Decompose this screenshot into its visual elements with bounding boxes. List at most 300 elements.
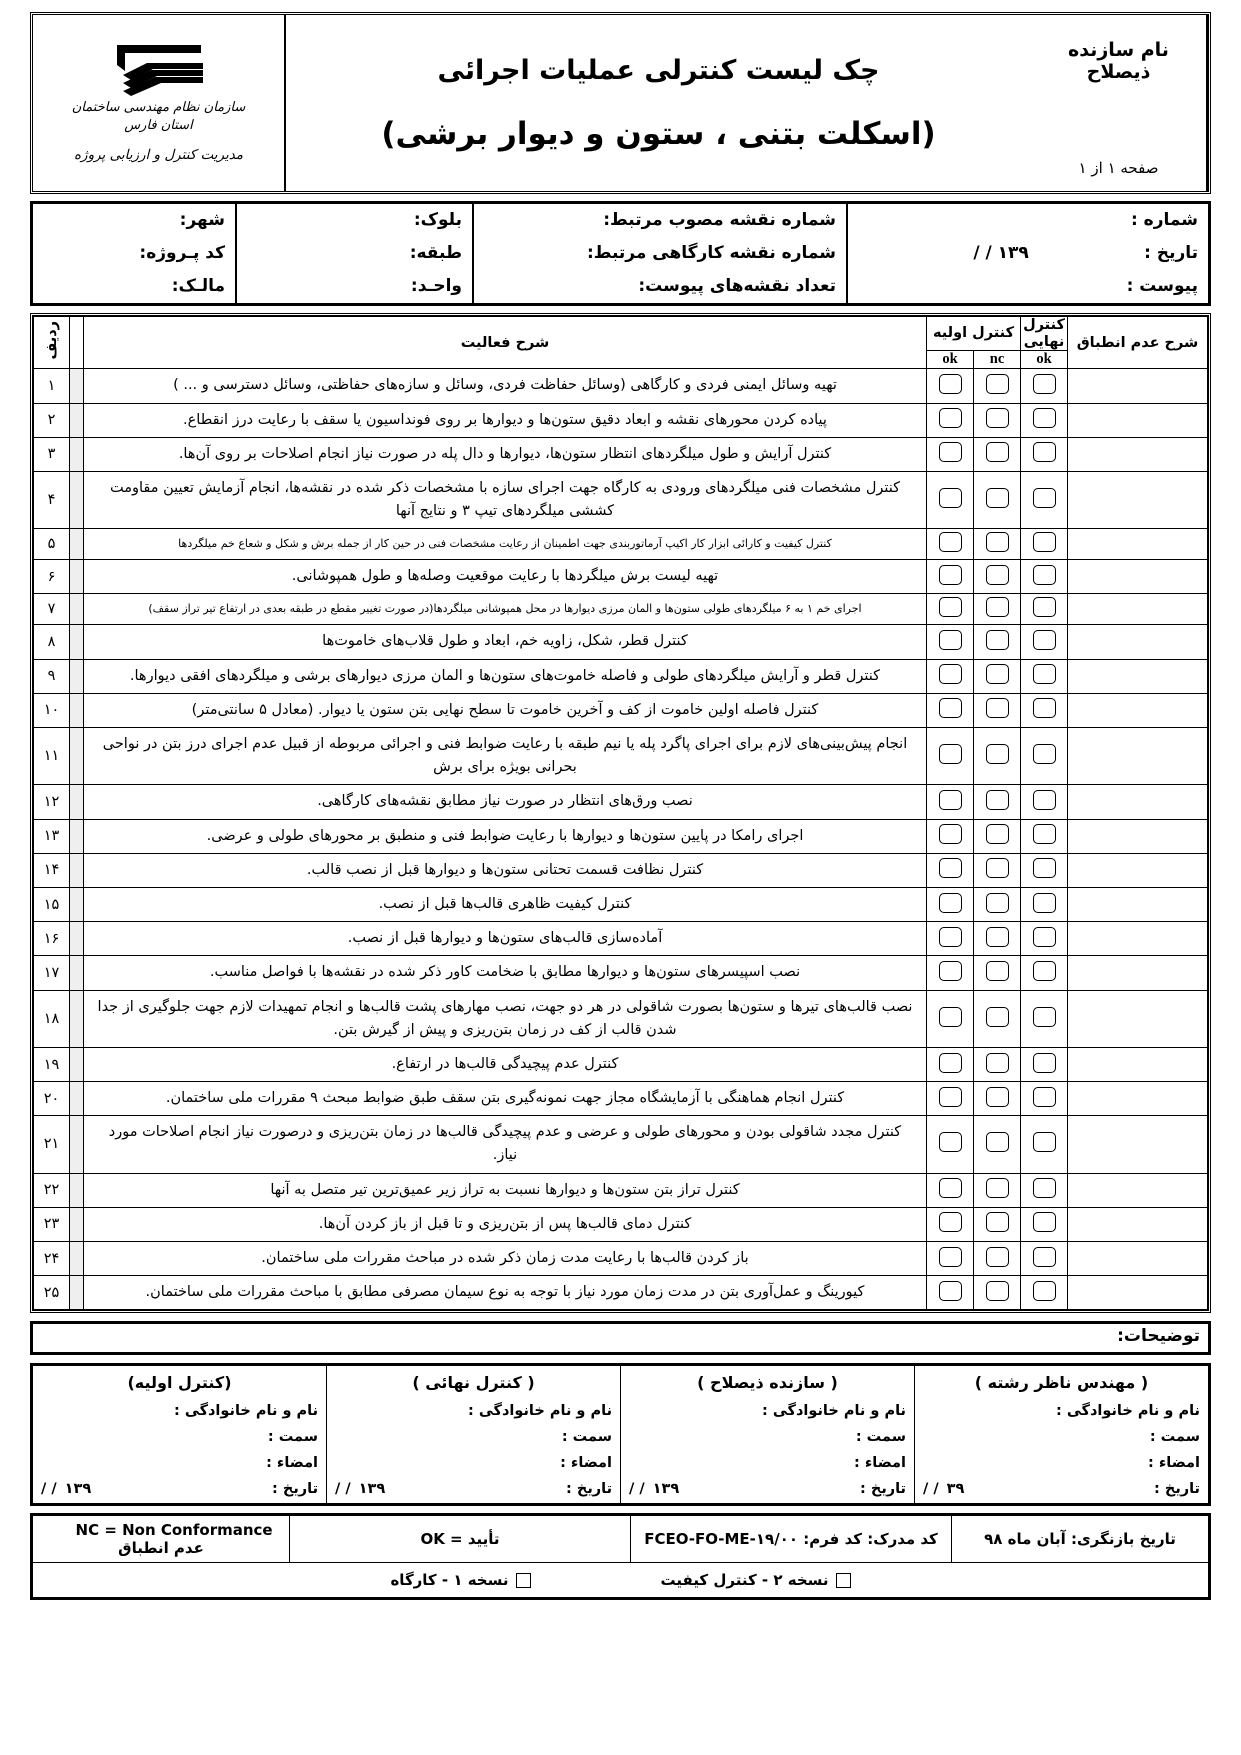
row-spacer (70, 403, 84, 437)
nonconformance-cell[interactable] (1068, 1173, 1208, 1207)
nonconformance-cell[interactable] (1068, 819, 1208, 853)
checkbox-nc[interactable] (986, 1247, 1009, 1267)
signature-date-label: تاریخ : (860, 1481, 906, 1498)
project-info-bar (30, 201, 1211, 306)
checkbox-nc[interactable] (986, 744, 1009, 764)
info-cell-attached-count[interactable] (473, 270, 847, 303)
checkbox-ok-initial-cell[interactable] (927, 1082, 974, 1116)
row-number: ۳ (34, 437, 70, 471)
row-spacer (70, 594, 84, 625)
checkbox-ok-final-cell[interactable] (1021, 785, 1068, 819)
checkbox-nc-cell[interactable] (974, 1276, 1021, 1310)
checkbox-nc[interactable] (986, 408, 1009, 428)
activity-description: انجام پیش‌بینی‌های لازم برای اجرای پاگرد پله یا نیم طبقه با رعایت ضوابط فنی و اجرائی مربوطه از قبیل عدم اجرای درز بتن در نواحی بحرانی بویژه برای برش (84, 728, 927, 785)
checkbox-ok-initial[interactable] (939, 488, 962, 508)
signature-field-role[interactable]: سمت : (855, 1429, 906, 1446)
table-row (34, 437, 1208, 471)
nonconformance-cell[interactable] (1068, 625, 1208, 659)
checkbox-ok-initial-cell[interactable] (927, 990, 974, 1047)
activity-description: کیورینگ و عمل‌آوری بتن در مدت زمان مورد نیاز با توجه به نوع سیمان مصرفی مطابق با مباحث مقررات ملی ساختمان. (84, 1276, 927, 1310)
checkbox-nc[interactable] (986, 532, 1009, 552)
row-number: ۵ (34, 529, 70, 560)
header-final-control: کنترل نهایی (1021, 317, 1068, 351)
checkbox-ok-initial[interactable] (939, 961, 962, 981)
checkbox-ok-initial-cell[interactable] (927, 785, 974, 819)
checkbox-ok-final-cell[interactable] (1021, 1082, 1068, 1116)
info-cell-owner[interactable] (33, 270, 236, 303)
row-spacer (70, 529, 84, 560)
checkbox-ok-final[interactable] (1033, 532, 1056, 552)
checkbox-ok-final-cell[interactable] (1021, 819, 1068, 853)
signature-field-date[interactable] (327, 1479, 620, 1503)
legend-row-2 (33, 1563, 1208, 1598)
checkbox-ok-initial[interactable] (939, 664, 962, 684)
checkbox-ok-final-cell[interactable] (1021, 1116, 1068, 1173)
table-row (34, 1173, 1208, 1207)
nonconformance-cell[interactable] (1068, 785, 1208, 819)
nonconformance-cell[interactable] (1068, 887, 1208, 921)
checkbox-nc-cell[interactable] (974, 693, 1021, 727)
signature-field-date[interactable] (621, 1479, 914, 1503)
checkbox-ok-final-cell[interactable] (1021, 887, 1068, 921)
checkbox-ok-initial-cell[interactable] (927, 819, 974, 853)
info-cell-project-code[interactable] (33, 237, 236, 270)
signature-field-name[interactable]: نام و نام خانوادگی : (468, 1403, 613, 1420)
signature-field-role[interactable]: سمت : (561, 1429, 613, 1446)
checkbox-ok-final[interactable] (1033, 630, 1056, 650)
checkbox-nc-cell[interactable] (974, 659, 1021, 693)
checkbox-ok-initial-cell[interactable] (927, 659, 974, 693)
checkbox-nc-cell[interactable] (974, 403, 1021, 437)
header-logo-cell (33, 15, 285, 191)
row-number: ۲۴ (34, 1242, 70, 1276)
checkbox-ok-initial-cell[interactable] (927, 922, 974, 956)
shop-drawing-label: شماره نقشه کارگاهی مرتبط: (586, 243, 836, 263)
checkbox-ok-initial-cell[interactable] (927, 693, 974, 727)
nonconformance-cell[interactable] (1068, 990, 1208, 1047)
row-spacer (70, 819, 84, 853)
signature-field-name[interactable]: نام و نام خانوادگی : (762, 1403, 906, 1420)
checkbox-nc-cell[interactable] (974, 471, 1021, 528)
checkbox-ok-initial-cell[interactable] (927, 1242, 974, 1276)
checkbox-ok-initial[interactable] (939, 744, 962, 764)
checkbox-ok-final[interactable] (1033, 1178, 1056, 1198)
checkbox-ok-final[interactable] (1033, 488, 1056, 508)
checkbox-ok-final-cell[interactable] (1021, 956, 1068, 990)
checkbox-nc-cell[interactable] (974, 437, 1021, 471)
checkbox-nc[interactable] (986, 1007, 1009, 1027)
checkbox-ok-final[interactable] (1033, 565, 1056, 585)
info-cell-number[interactable] (847, 204, 1208, 237)
info-cell-shop-drawing[interactable] (473, 237, 847, 270)
signature-field-date[interactable] (915, 1479, 1208, 1503)
checkbox-ok-initial[interactable] (939, 698, 962, 718)
nonconformance-cell[interactable] (1068, 728, 1208, 785)
checkbox-ok-initial-cell[interactable] (927, 369, 974, 403)
block-label: بلوک: (413, 210, 462, 230)
table-row (34, 403, 1208, 437)
checkbox-ok-final[interactable] (1033, 858, 1056, 878)
checkbox-ok-initial-cell[interactable] (927, 728, 974, 785)
checkbox-ok-final-cell[interactable] (1021, 693, 1068, 727)
signature-date-value[interactable]: ۱۳۹ (358, 1481, 386, 1498)
checkbox-ok-initial[interactable] (939, 1247, 962, 1267)
nonconformance-cell[interactable] (1068, 1242, 1208, 1276)
nonconformance-cell[interactable] (1068, 1047, 1208, 1081)
checkbox-nc[interactable] (986, 597, 1009, 617)
nc-legend-text: NC = Non Conformance (75, 1521, 273, 1540)
nonconformance-cell[interactable] (1068, 1082, 1208, 1116)
table-row (34, 887, 1208, 921)
checkbox-nc-cell[interactable] (974, 594, 1021, 625)
info-cell-city[interactable] (33, 204, 236, 237)
checkbox-ok-final[interactable] (1033, 442, 1056, 462)
page-header (30, 12, 1211, 194)
activity-description: کنترل انجام هماهنگی با آزمایشگاه مجاز جهت نمونه‌گیری بتن سقف طبق ضوابط مبحث ۹ مقررات ملی ساختمان. (84, 1082, 927, 1116)
checkbox-ok-final-cell[interactable] (1021, 1173, 1068, 1207)
checkbox-nc[interactable] (986, 1087, 1009, 1107)
checkbox-nc[interactable] (986, 961, 1009, 981)
checkbox-ok-initial-cell[interactable] (927, 471, 974, 528)
checkbox-ok-final-cell[interactable] (1021, 1276, 1068, 1310)
checkbox-nc[interactable] (986, 1212, 1009, 1232)
info-cell-date[interactable] (847, 237, 1208, 270)
activity-description: کنترل مجدد شاقولی بودن و محورهای طولی و عرضی و عدم پیچیدگی قالب‌ها در زمان بتن‌ریزی و درصورت نیاز انجام اصلاحات مورد نیاز. (84, 1116, 927, 1173)
signature-date-value[interactable]: ۱۳۹ (652, 1481, 680, 1498)
checkbox-ok-initial[interactable] (939, 927, 962, 947)
checkbox-ok-initial[interactable] (939, 565, 962, 585)
checkbox-nc-cell[interactable] (974, 922, 1021, 956)
checkbox-nc[interactable] (986, 374, 1009, 394)
checkbox-ok-initial[interactable] (939, 1007, 962, 1027)
checkbox-ok-initial-cell[interactable] (927, 625, 974, 659)
checkbox-ok-initial[interactable] (939, 893, 962, 913)
organization-logo-icon (103, 41, 215, 97)
checkbox-ok-initial-cell[interactable] (927, 956, 974, 990)
activity-description: کنترل تراز بتن ستون‌ها و دیوارها نسبت به تراز زیر عمیق‌ترین تیر متصل به آنها (84, 1173, 927, 1207)
activity-description: کنترل دمای قالب‌ها پس از بتن‌ریزی و تا قبل از باز کردن آن‌ها. (84, 1207, 927, 1241)
nonconformance-cell[interactable] (1068, 956, 1208, 990)
signature-field-name[interactable]: نام و نام خانوادگی : (1056, 1403, 1200, 1420)
attached-count-label: تعداد نقشه‌های پیوست: (638, 276, 836, 296)
checkbox-nc[interactable] (986, 1053, 1009, 1073)
checkbox-ok-initial-cell[interactable] (927, 1116, 974, 1173)
row-number: ۱ (34, 369, 70, 403)
nonconformance-cell[interactable] (1068, 471, 1208, 528)
checkbox-nc-cell[interactable] (974, 1116, 1021, 1173)
nonconformance-cell[interactable] (1068, 1116, 1208, 1173)
nonconformance-cell[interactable] (1068, 693, 1208, 727)
checkbox-nc[interactable] (986, 565, 1009, 585)
nonconformance-cell[interactable] (1068, 560, 1208, 594)
checkbox-ok-final[interactable] (1033, 927, 1056, 947)
activity-description: کنترل فاصله اولین خاموت از کف و آخرین خاموت تا سطح نهایی بتن ستون یا دیوار. (معادل ۵ سانتی‌متر) (84, 693, 927, 727)
checkbox-ok-initial[interactable] (939, 532, 962, 552)
checkbox-ok-initial-cell[interactable] (927, 1173, 974, 1207)
checkbox-nc[interactable] (986, 1281, 1009, 1301)
checkbox-ok-final[interactable] (1033, 698, 1056, 718)
row-spacer (70, 956, 84, 990)
row-number: ۱۲ (34, 785, 70, 819)
copy-1-option[interactable] (390, 1571, 530, 1589)
checkbox-ok-final[interactable] (1033, 961, 1056, 981)
signature-column-title: ( کنترل نهائی ) (412, 1373, 535, 1393)
checkbox-ok-final-cell[interactable] (1021, 1047, 1068, 1081)
checkbox-ok-final-cell[interactable] (1021, 853, 1068, 887)
table-row (34, 625, 1208, 659)
checkbox-nc[interactable] (986, 858, 1009, 878)
checkbox-ok-initial-cell[interactable] (927, 1207, 974, 1241)
checkbox-ok-final[interactable] (1033, 744, 1056, 764)
checkbox-nc-cell[interactable] (974, 625, 1021, 659)
checkbox-ok-initial[interactable] (939, 1087, 962, 1107)
checkbox-nc-cell[interactable] (974, 887, 1021, 921)
header-activity-description: شرح فعالیت (84, 317, 927, 369)
signature-date-label: تاریخ : (1154, 1481, 1200, 1498)
owner-label: مالـک: (171, 276, 225, 296)
header-nc: nc (974, 351, 1021, 369)
row-number: ۱۹ (34, 1047, 70, 1081)
checkbox-ok-final-cell[interactable] (1021, 369, 1068, 403)
checkbox-ok-final-cell[interactable] (1021, 437, 1068, 471)
table-row (34, 471, 1208, 528)
info-cell-floor[interactable] (236, 237, 473, 270)
row-number: ۶ (34, 560, 70, 594)
checkbox-ok-final-cell[interactable] (1021, 728, 1068, 785)
checkbox-ok-initial[interactable] (939, 597, 962, 617)
checkbox-ok-initial-cell[interactable] (927, 403, 974, 437)
checkbox-ok-final-cell[interactable] (1021, 922, 1068, 956)
notes-section[interactable] (30, 1321, 1211, 1355)
nonconformance-cell[interactable] (1068, 594, 1208, 625)
nonconformance-cell[interactable] (1068, 1276, 1208, 1310)
signature-section (30, 1363, 1211, 1506)
signature-date-separators: / / (629, 1481, 645, 1498)
checkbox-ok-initial-cell[interactable] (927, 1047, 974, 1081)
checkbox-ok-final[interactable] (1033, 824, 1056, 844)
checkbox-ok-initial[interactable] (939, 858, 962, 878)
checkbox-ok-initial[interactable] (939, 1281, 962, 1301)
checkbox-nc[interactable] (986, 664, 1009, 684)
activity-description: اجرای خم ۱ به ۶ میلگردهای طولی ستون‌ها و المان مرزی دیوارها در محل همپوشانی میلگردها(در صورت تغییر مقطع در طبقه بعدی در ارتفاع تیر تراز سقف) (84, 594, 927, 625)
checkbox-ok-initial-cell[interactable] (927, 437, 974, 471)
table-row (34, 728, 1208, 785)
info-cell-attachment[interactable] (847, 270, 1208, 303)
builder-name-label: نام سازنده ذیصلاح (1068, 39, 1169, 83)
checkbox-nc-cell[interactable] (974, 1082, 1021, 1116)
nonconformance-cell[interactable] (1068, 369, 1208, 403)
info-cell-approved-drawing[interactable] (473, 204, 847, 237)
info-cell-block[interactable] (236, 204, 473, 237)
checkbox-ok-final[interactable] (1033, 893, 1056, 913)
signature-field-sign[interactable]: امضاء : (854, 1455, 906, 1472)
row-number: ۱۴ (34, 853, 70, 887)
nonconformance-cell[interactable] (1068, 659, 1208, 693)
signature-date-label: تاریخ : (566, 1481, 613, 1498)
checkbox-nc[interactable] (986, 488, 1009, 508)
checkbox-nc[interactable] (986, 630, 1009, 650)
nonconformance-cell[interactable] (1068, 922, 1208, 956)
checkbox-ok-initial[interactable] (939, 1212, 962, 1232)
activity-description: کنترل نظافت قسمت تحتانی ستون‌ها و دیوارها قبل از نصب قالب. (84, 853, 927, 887)
table-row (34, 1276, 1208, 1310)
row-number: ۱۷ (34, 956, 70, 990)
checkbox-ok-initial[interactable] (939, 1178, 962, 1198)
checkbox-nc-cell[interactable] (974, 1207, 1021, 1241)
header-meta-cell (1031, 15, 1207, 191)
nonconformance-cell[interactable] (1068, 529, 1208, 560)
activity-description: نصب ورق‌های انتظار در صورت نیاز مطابق نقشه‌های کارگاهی. (84, 785, 927, 819)
checkbox-nc[interactable] (986, 1132, 1009, 1152)
checkbox-ok-final[interactable] (1033, 1281, 1056, 1301)
checkbox-ok-final[interactable] (1033, 664, 1056, 684)
checkbox-ok-final[interactable] (1033, 1087, 1056, 1107)
date-value[interactable]: ۱۳۹ / / (973, 243, 1029, 263)
checkbox-ok-final-cell[interactable] (1021, 659, 1068, 693)
table-row (34, 956, 1208, 990)
floor-label: طبقه: (409, 243, 462, 263)
checkbox-ok-initial[interactable] (939, 824, 962, 844)
checkbox-ok-final[interactable] (1033, 1247, 1056, 1267)
row-spacer (70, 922, 84, 956)
signature-date-value[interactable]: ۱۳۹ (64, 1481, 92, 1498)
row-spacer (70, 625, 84, 659)
row-number: ۲۰ (34, 1082, 70, 1116)
checkbox-ok-initial[interactable] (939, 374, 962, 394)
signature-field-role[interactable]: سمت : (267, 1429, 319, 1446)
row-number: ۲۳ (34, 1207, 70, 1241)
table-row (34, 560, 1208, 594)
row-spacer (70, 1082, 84, 1116)
checkbox-ok-final-cell[interactable] (1021, 403, 1068, 437)
checkbox-ok-final[interactable] (1033, 408, 1056, 428)
checkbox-ok-initial[interactable] (939, 630, 962, 650)
city-label: شهر: (179, 210, 225, 230)
signature-date-value[interactable]: ۳۹ (946, 1481, 965, 1498)
nonconformance-cell[interactable] (1068, 853, 1208, 887)
checkbox-ok-initial-cell[interactable] (927, 594, 974, 625)
checkbox-ok-final-cell[interactable] (1021, 529, 1068, 560)
checkbox-icon[interactable] (836, 1573, 851, 1588)
checkbox-nc-cell[interactable] (974, 369, 1021, 403)
checkbox-ok-final-cell[interactable] (1021, 1207, 1068, 1241)
checkbox-ok-final[interactable] (1033, 1007, 1056, 1027)
signature-field-role[interactable]: سمت : (1149, 1429, 1200, 1446)
info-cell-unit[interactable] (236, 270, 473, 303)
checkbox-ok-final-cell[interactable] (1021, 1242, 1068, 1276)
checkbox-nc-cell[interactable] (974, 529, 1021, 560)
info-row-2 (33, 237, 1208, 270)
activity-description: کنترل کیفیت ظاهری قالب‌ها قبل از نصب. (84, 887, 927, 921)
copy-2-option[interactable] (661, 1571, 851, 1589)
table-row (34, 1242, 1208, 1276)
row-number: ۱۶ (34, 922, 70, 956)
row-spacer (70, 990, 84, 1047)
checkbox-nc[interactable] (986, 698, 1009, 718)
checkbox-nc-cell[interactable] (974, 785, 1021, 819)
checkbox-ok-final[interactable] (1033, 1132, 1056, 1152)
table-row (34, 922, 1208, 956)
organization-name: سازمان نظام مهندسی ساختمان استان فارس (71, 100, 246, 133)
document-code-label: کد مدرک: کد فرم: (803, 1530, 938, 1549)
nonconformance-cell[interactable] (1068, 1207, 1208, 1241)
checkbox-nc-cell[interactable] (974, 853, 1021, 887)
organization-unit: مدیریت کنترل و ارزیابی پروژه (73, 146, 244, 163)
checkbox-nc-cell[interactable] (974, 1047, 1021, 1081)
header-ok-initial: ok (927, 351, 974, 369)
checkbox-ok-initial-cell[interactable] (927, 853, 974, 887)
checkbox-ok-initial-cell[interactable] (927, 1276, 974, 1310)
checkbox-nc[interactable] (986, 824, 1009, 844)
nonconformance-cell[interactable] (1068, 403, 1208, 437)
checklist-body (34, 369, 1208, 1310)
activity-description: کنترل عدم پیچیدگی قالب‌ها در ارتفاع. (84, 1047, 927, 1081)
table-row (34, 693, 1208, 727)
header-title-cell (285, 15, 1031, 191)
checkbox-nc[interactable] (986, 442, 1009, 462)
checkbox-ok-initial-cell[interactable] (927, 529, 974, 560)
checkbox-nc-cell[interactable] (974, 1242, 1021, 1276)
checkbox-ok-final[interactable] (1033, 1212, 1056, 1232)
header-spacer (70, 317, 84, 369)
checkbox-ok-final-cell[interactable] (1021, 471, 1068, 528)
checkbox-ok-initial[interactable] (939, 790, 962, 810)
table-row (34, 1082, 1208, 1116)
checkbox-nc[interactable] (986, 927, 1009, 947)
checkbox-nc-cell[interactable] (974, 990, 1021, 1047)
checkbox-nc-cell[interactable] (974, 1173, 1021, 1207)
checkbox-nc-cell[interactable] (974, 728, 1021, 785)
signature-field-sign[interactable]: امضاء : (560, 1455, 613, 1472)
checkbox-nc[interactable] (986, 1178, 1009, 1198)
nonconformance-cell[interactable] (1068, 437, 1208, 471)
checkbox-nc-cell[interactable] (974, 819, 1021, 853)
activity-description: کنترل مشخصات فنی میلگردهای ورودی به کارگاه جهت اجرای سازه با مشخصات ذکر شده در نقشه‌ها، انجام آزمایش تعیین مقاومت کششی میلگردهای تیپ ۳ و نتایج آنها (84, 471, 927, 528)
checkbox-nc-cell[interactable] (974, 560, 1021, 594)
checkbox-ok-final[interactable] (1033, 374, 1056, 394)
checkbox-ok-final-cell[interactable] (1021, 594, 1068, 625)
checkbox-nc[interactable] (986, 893, 1009, 913)
checkbox-ok-final-cell[interactable] (1021, 560, 1068, 594)
row-number: ۲۲ (34, 1173, 70, 1207)
checkbox-ok-final[interactable] (1033, 1053, 1056, 1073)
checkbox-nc[interactable] (986, 790, 1009, 810)
activity-description: نصب قالب‌های تیرها و ستون‌ها بصورت شاقولی در هر دو جهت، نصب مهارهای پشت قالب‌ها و انجام تمهیدات لازم جهت جلوگیری از جدا شدن قالب از کف در زمان بتن‌ریزی و پیش از گیرش بتن. (84, 990, 927, 1047)
activity-description: باز کردن قالب‌ها با رعایت مدت زمان ذکر شده در مباحث مقررات ملی ساختمان. (84, 1242, 927, 1276)
signature-field-date[interactable] (33, 1479, 326, 1503)
checkbox-ok-final-cell[interactable] (1021, 625, 1068, 659)
checkbox-nc-cell[interactable] (974, 956, 1021, 990)
checkbox-ok-initial[interactable] (939, 1132, 962, 1152)
checkbox-ok-final[interactable] (1033, 597, 1056, 617)
row-spacer (70, 471, 84, 528)
checkbox-icon[interactable] (516, 1573, 531, 1588)
signature-field-sign[interactable]: امضاء : (266, 1455, 319, 1472)
checkbox-ok-final-cell[interactable] (1021, 990, 1068, 1047)
checkbox-ok-initial[interactable] (939, 442, 962, 462)
table-row (34, 529, 1208, 560)
checkbox-ok-initial-cell[interactable] (927, 560, 974, 594)
checkbox-ok-initial[interactable] (939, 1053, 962, 1073)
signature-field-name[interactable]: نام و نام خانوادگی : (174, 1403, 319, 1420)
activity-description: آماده‌سازی قالب‌های ستون‌ها و دیوارها قبل از نصب. (84, 922, 927, 956)
checkbox-ok-initial[interactable] (939, 408, 962, 428)
checkbox-ok-final[interactable] (1033, 790, 1056, 810)
checkbox-ok-initial-cell[interactable] (927, 887, 974, 921)
signature-field-sign[interactable]: امضاء : (1148, 1455, 1200, 1472)
row-number: ۱۰ (34, 693, 70, 727)
info-row-1 (33, 204, 1208, 237)
